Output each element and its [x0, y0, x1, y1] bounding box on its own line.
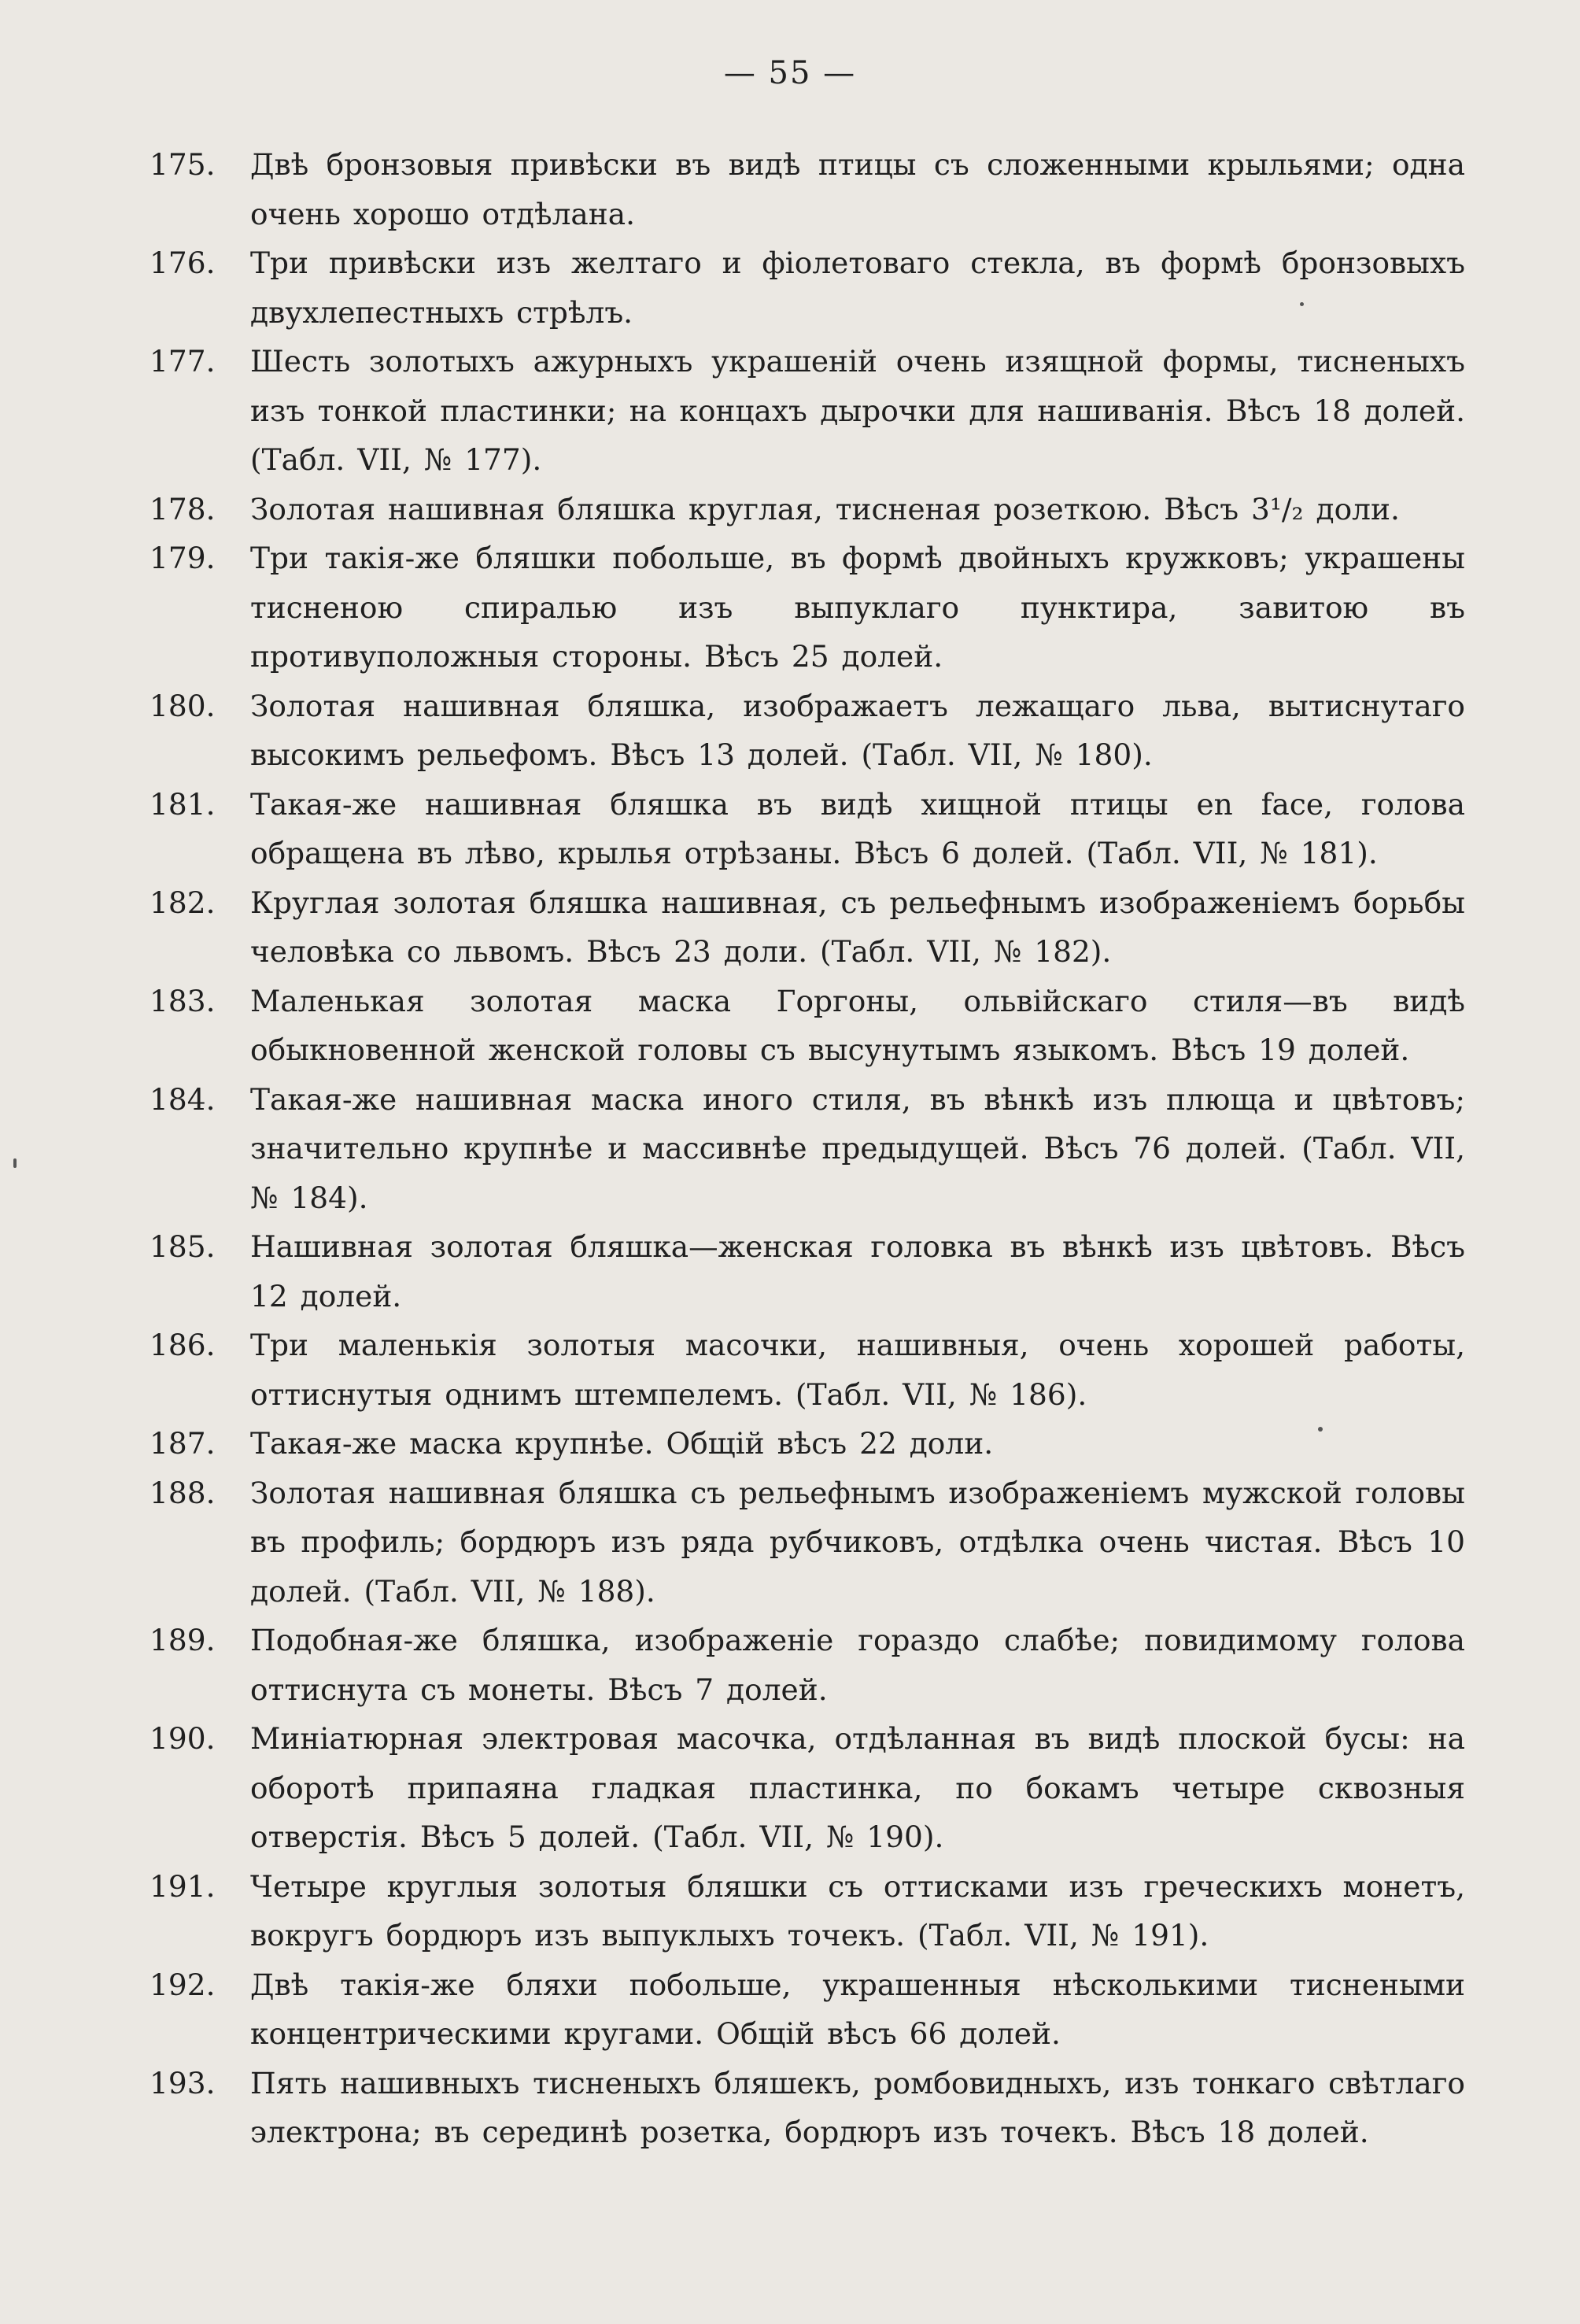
- catalog-entry: [150, 878, 1465, 977]
- catalog-entry: [150, 1469, 1465, 1616]
- catalog-entry: [150, 1714, 1465, 1862]
- entry-text: Золотая нашивная бляшка, изображаетъ лежащаго льва, вытиснутаго высокимъ рельефомъ. Вѣсъ 13 долей. (Табл. VII, № 180).: [250, 688, 1465, 772]
- entry-number: 192.: [150, 1967, 216, 2002]
- catalog-entry: [150, 140, 1465, 238]
- entry-number: 178.: [150, 491, 216, 527]
- entry-number: 182.: [150, 885, 216, 920]
- entry-number: 184.: [150, 1081, 216, 1117]
- entry-text: Двѣ бронзовыя привѣски въ видѣ птицы съ сложенными крыльями; одна очень хорошо отдѣлана.: [250, 147, 1465, 231]
- catalog-entry: [150, 337, 1465, 485]
- entry-number: 176.: [150, 246, 216, 280]
- entry-number: 183.: [150, 983, 216, 1018]
- entry-number: 191.: [150, 1868, 216, 1904]
- catalog-entry: [150, 1222, 1465, 1321]
- catalog-entry: [150, 780, 1465, 878]
- entry-text: Три маленькія золотыя масочки, нашивныя, очень хорошей работы, оттиснутыя однимъ штемпелемъ. (Табл. VII, № 186).: [250, 1328, 1465, 1412]
- entry-text: Золотая нашивная бляшка съ рельефнымъ изображеніемъ мужской головы въ профиль; бордюръ изъ ряда рубчиковъ, отдѣлка очень чистая. Вѣсъ 10 долей. (Табл. VII, № 188).: [250, 1475, 1465, 1609]
- page-number: — 55 —: [723, 55, 857, 91]
- catalog-entry: [150, 534, 1465, 682]
- paper-speck: [1300, 302, 1304, 306]
- catalog-entry: [150, 1616, 1465, 1714]
- entry-text: Нашивная золотая бляшка—женская головка въ вѣнкѣ изъ цвѣтовъ. Вѣсъ 12 долей.: [250, 1229, 1465, 1313]
- entry-number: 190.: [150, 1721, 216, 1756]
- entry-text: Подобная-же бляшка, изображеніе гораздо слабѣе; повидимому голова оттиснута съ монеты. Вѣсъ 7 долей.: [250, 1623, 1465, 1707]
- catalog-entry: [150, 1419, 1465, 1469]
- entry-text: Четыре круглыя золотыя бляшки съ оттисками изъ греческихъ монетъ, вокругъ бордюръ изъ выпуклыхъ точекъ. (Табл. VII, № 191).: [250, 1868, 1465, 1953]
- catalog-entry: [150, 485, 1465, 534]
- entry-number: 185.: [150, 1229, 216, 1264]
- catalog-entry: [150, 238, 1465, 337]
- entry-number: 177.: [150, 344, 216, 379]
- catalog-entry: [150, 977, 1465, 1075]
- paper-speck: [13, 1158, 17, 1168]
- catalog-entries: [150, 140, 1465, 2157]
- entry-number: 189.: [150, 1623, 216, 1657]
- entry-text: Такая-же маска крупнѣе. Общій вѣсъ 22 доли.: [250, 1426, 994, 1461]
- entry-text: Пять нашивныхъ тисненыхъ бляшекъ, ромбовидныхъ, изъ тонкаго свѣтлаго электрона; въ серединѣ розетка, бордюръ изъ точекъ. Вѣсъ 18 долей.: [250, 2065, 1465, 2149]
- catalog-entry: [150, 682, 1465, 780]
- entry-number: 179.: [150, 541, 216, 575]
- entry-text: Двѣ такія-же бляхи побольше, украшенныя нѣсколькими тиснеными концентрическими кругами. Общій вѣсъ 66 долей.: [250, 1967, 1465, 2051]
- entry-number: 188.: [150, 1475, 216, 1510]
- entry-number: 180.: [150, 688, 216, 723]
- entry-number: 175.: [150, 147, 216, 182]
- entry-number: 181.: [150, 786, 216, 822]
- catalog-entry: [150, 1321, 1465, 1419]
- catalog-entry: [150, 1862, 1465, 1960]
- entry-number: 186.: [150, 1328, 216, 1362]
- catalog-entry: [150, 1960, 1465, 2059]
- paper-speck: [1318, 1427, 1323, 1432]
- entry-text: Такая-же нашивная маска иного стиля, въ вѣнкѣ изъ плюща и цвѣтовъ; значительно крупнѣе и массивнѣе предыдущей. Вѣсъ 76 долей. (Табл. VII, № 184).: [250, 1081, 1465, 1215]
- entry-text: Три привѣски изъ желтаго и фіолетоваго стекла, въ формѣ бронзовыхъ двухлепестныхъ стрѣлъ.: [250, 246, 1465, 330]
- entry-number: 193.: [150, 2065, 216, 2100]
- entry-text: Шесть золотыхъ ажурныхъ украшеній очень изящной формы, тисненыхъ изъ тонкой пластинки; на концахъ дырочки для нашиванія. Вѣсъ 18 долей. (Табл. VII, № 177).: [250, 344, 1465, 477]
- catalog-entry: [150, 2059, 1465, 2157]
- entry-number: 187.: [150, 1426, 216, 1461]
- entry-text: Такая-же нашивная бляшка въ видѣ хищной птицы en face, голова обращена въ лѣво, крылья отрѣзаны. Вѣсъ 6 долей. (Табл. VII, № 181).: [250, 786, 1465, 870]
- catalog-entry: [150, 1075, 1465, 1223]
- entry-text: Миніатюрная электровая масочка, отдѣланная въ видѣ плоской бусы: на оборотѣ припаяна гладкая пластинка, по бокамъ четыре сквозныя отверстія. Вѣсъ 5 долей. (Табл. VII, № 190).: [250, 1721, 1465, 1854]
- entry-text: Золотая нашивная бляшка круглая, тисненая розеткою. Вѣсъ 3¹/₂ доли.: [250, 491, 1400, 527]
- entry-text: Три такія-же бляшки побольше, въ формѣ двойныхъ кружковъ; украшены тисненою спиралью изъ выпуклаго пунктира, завитою въ противуположныя стороны. Вѣсъ 25 долей.: [250, 541, 1465, 674]
- entry-text: Маленькая золотая маска Горгоны, ольвійскаго стиля—въ видѣ обыкновенной женской головы съ высунутымъ языкомъ. Вѣсъ 19 долей.: [250, 983, 1465, 1067]
- entry-text: Круглая золотая бляшка нашивная, съ рельефнымъ изображеніемъ борьбы человѣка со львомъ. Вѣсъ 23 доли. (Табл. VII, № 182).: [250, 885, 1465, 969]
